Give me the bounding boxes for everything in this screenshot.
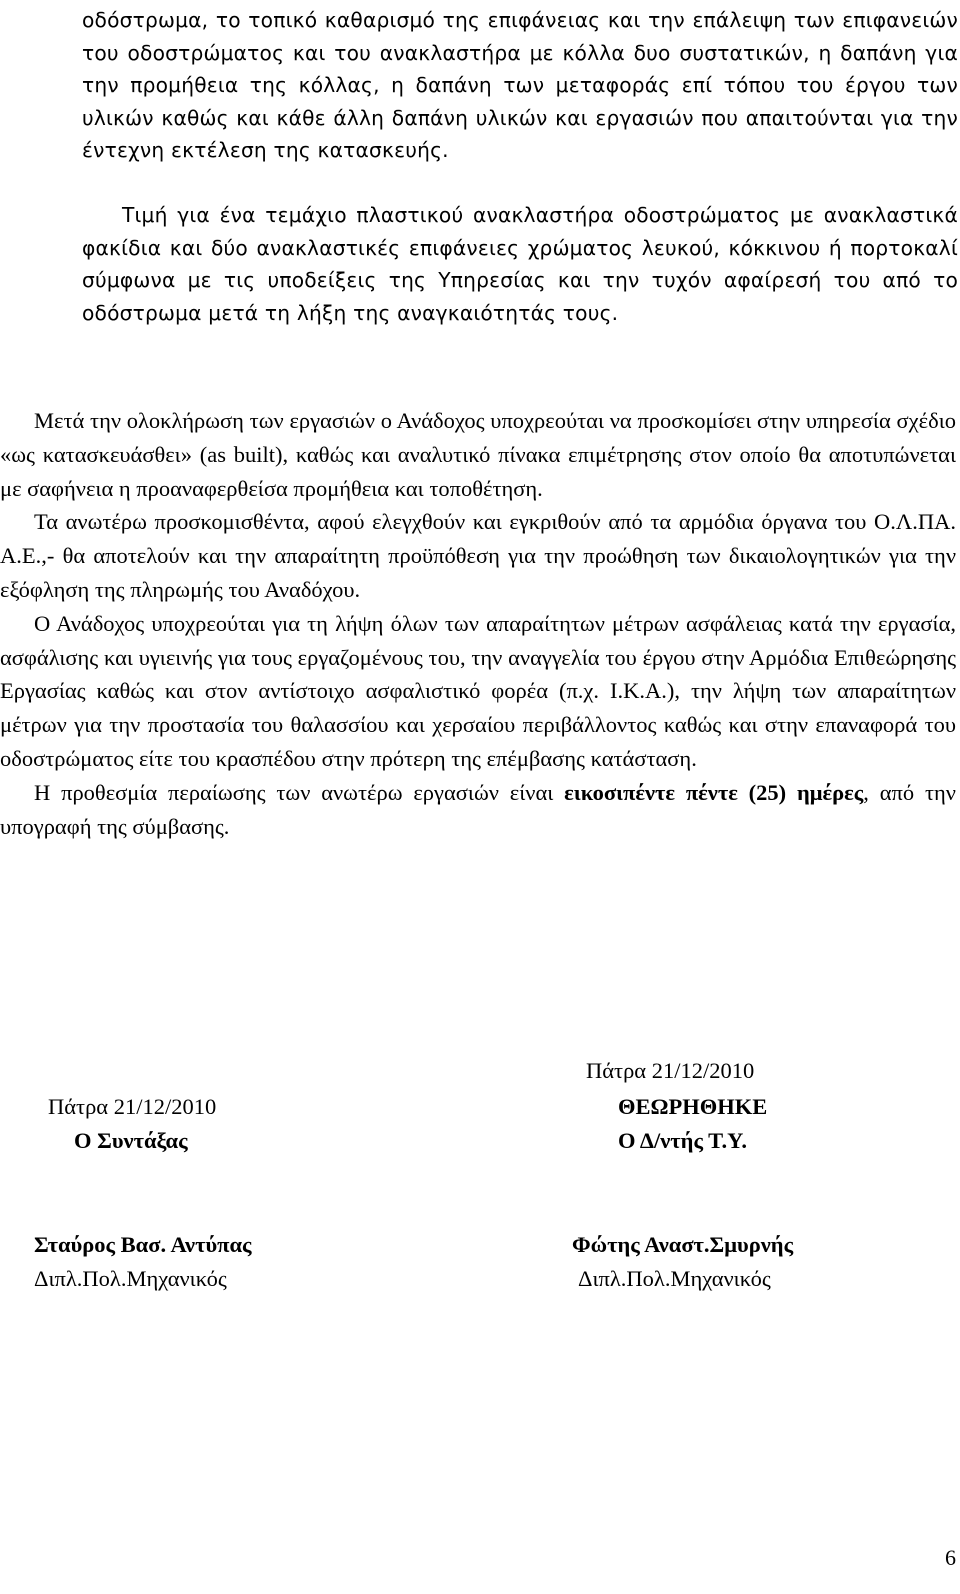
paragraph-approval: Τα ανωτέρω προσκομισθέντα, αφού ελεγχθούν και εγκριθούν από τα αρμόδια όργανα του Ο.Λ.ΠΑ. Α.Ε.,- θα αποτελούν και την απαραίτητη προϋπόθεση για την προώθηση των δικαιολογητικών για την εξόφληση της πληρωμής του Αναδόχου. [0, 509, 956, 602]
paragraph-deadline [0, 776, 956, 844]
left-signature-date: Πάτρα 21/12/2010 [48, 1094, 217, 1119]
right-signature-name: Φώτης Αναστ.Σμυρνής [572, 1232, 794, 1257]
deadline-text: Η προθεσμία περαίωσης των ανωτέρω εργασιών είναι [34, 779, 565, 805]
paragraph-unit-price [82, 199, 958, 329]
body-text [0, 404, 956, 843]
page-number: 6 [945, 1545, 956, 1570]
right-signature-title: Διπλ.Πολ.Μηχανικός [578, 1266, 771, 1291]
left-signature-name: Σταύρος Βασ. Αντύπας [34, 1232, 252, 1257]
deadline-duration: εικοσιπέντε πέντε (25) ημέρες [564, 779, 864, 805]
paragraph-as-built: Μετά την ολοκλήρωση των εργασιών ο Ανάδοχος υποχρεούται να προσκομίσει στην υπηρεσία σχέδιο «ως κατασκευάσθει» (as built), καθώς και αναλυτικό πίνακα επιμέτρησης στον οποίο θα αποτυπώνεται με σαφήνεια η προαναφερθείσα προμήθεια και τοποθέτηση. [0, 408, 956, 501]
approval-status: ΘΕΩΡΗΘΗΚΕ [618, 1094, 768, 1119]
left-signature-role: Ο Συντάξας [74, 1128, 188, 1153]
paragraph-text: Τιμή για ένα τεμάχιο πλαστικού ανακλαστήρα οδοστρώματος με ανακλαστικά φακίδια και δύο ανακλαστικές επιφάνειες χρώματος λευκού, κόκκινου ή πορτοκαλί σύμφωνα με τις υποδείξεις της Υπηρεσίας και την τυχόν αφαίρεσή του από το οδόστρωμα μετά τη λήξη της αναγκαιότητάς τους. [82, 203, 958, 325]
paragraph-text: οδόστρωμα, το τοπικό καθαρισμό της επιφάνειας και την επάλειψη των επιφανειών του οδοστρώματος και του ανακλαστήρα με κόλλα δυο συστατικών, η δαπάνη για την προμήθεια της κόλλας, η δαπάνη των μεταφοράς επί τόπου του έργου των υλικών καθώς και κάθε άλλη δαπάνη υλικών και εργασιών που απαιτούνται για την έντεχνη εκτέλεση της κατασκευής. [82, 8, 958, 162]
right-signature-role: Ο Δ/ντής Τ.Υ. [618, 1128, 747, 1153]
paragraph-installation-cost [82, 4, 958, 167]
deadline-text-end: , από την υπογραφή της σύμβασης. [0, 779, 956, 839]
left-signature-title: Διπλ.Πολ.Μηχανικός [34, 1266, 227, 1291]
right-signature-date: Πάτρα 21/12/2010 [586, 1058, 755, 1083]
paragraph-safety: Ο Ανάδοχος υποχρεούται για τη λήψη όλων των απαραίτητων μέτρων ασφάλειας κατά την εργασία, ασφάλισης και υγιεινής για τους εργαζομένους του, την αναγγελία του έργου στην Αρμόδια Επιθεώρησης Εργασίας καθώς και στον αντίστοιχο ασφαλιστικό φορέα (π.χ. Ι.Κ.Α.), την λήψη των απαραίτητων μέτρων για την προστασία του θαλασσίου και χερσαίου περιβάλλοντος καθώς και στην επαναφορά του οδοστρώματος είτε του κρασπέδου στην πρότερη της επέμβασης κατάσταση. [0, 610, 956, 771]
